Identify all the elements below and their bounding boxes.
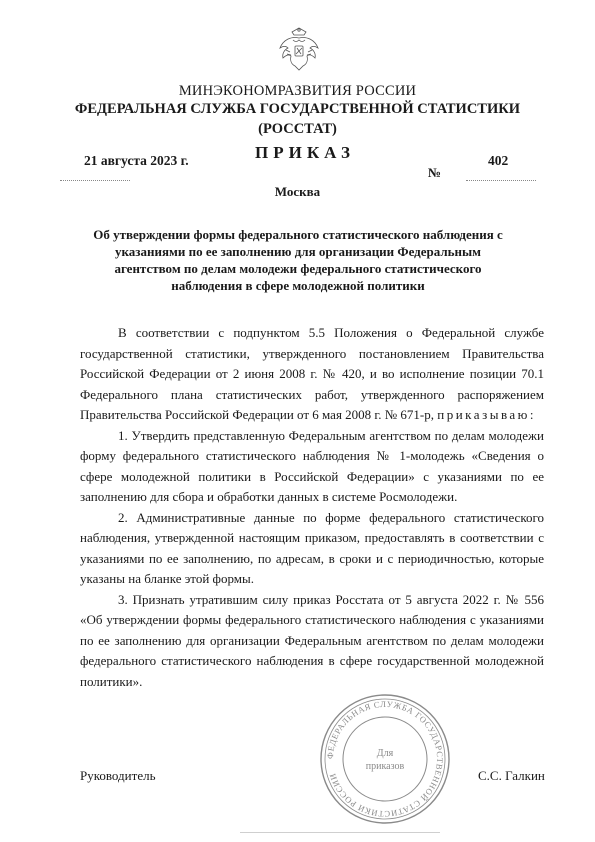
signature-label: Руководитель xyxy=(80,768,156,783)
stamp-center-line1: Для xyxy=(376,748,394,759)
order-verb: приказываю: xyxy=(437,407,536,422)
preamble-paragraph xyxy=(80,323,544,426)
agency-name: ФЕДЕРАЛЬНАЯ СЛУЖБА ГОСУДАРСТВЕННОЙ СТАТИСТИКИ xyxy=(74,101,521,117)
order-title: ПРИКАЗ xyxy=(255,143,355,162)
number-underline xyxy=(466,180,536,181)
agency-short-name: (РОССТАТ) xyxy=(258,121,337,137)
paragraph-3: 3. Признать утратившим силу приказ Росстата от 5 августа 2022 г. № 556 «Об утверждении формы федерального статистического наблюдения с указаниями по ее заполнению для организации Федеральным агентством по делам молодежи федерального статистического наблюдения в сфере государственной молодежной политики». xyxy=(80,591,544,689)
order-number: 402 xyxy=(488,153,509,168)
order-subject: Об утверждении формы федерального статистического наблюдения с указаниями по ее заполнению для организации Федеральным агентством по делам молодежи федерального статистического наблюдения в сфере молодежной политики xyxy=(93,227,503,293)
footer-line xyxy=(240,832,440,833)
coat-of-arms-icon xyxy=(277,26,321,74)
ministry-name: МИНЭКОНОМРАЗВИТИЯ РОССИИ xyxy=(178,83,417,99)
paragraph-1: 1. Утвердить представленную Федеральным агентством по делам молодежи форму федерального статистического наблюдения № 1-молодежь «Сведения о сфере молодежной политики в Российской Федерации» с указаниями по ее заполнению для сбора и обработки данных в системе Росмолодежи. xyxy=(80,427,544,504)
city: Москва xyxy=(274,184,321,199)
number-sign: № xyxy=(428,165,442,180)
order-body xyxy=(80,323,544,692)
signatory-name: С.С. Галкин xyxy=(478,768,545,783)
preamble-text: В соответствии с подпунктом 5.5 Положения о Федеральной службе государственной статистики, утвержденного постановлением Правительства Российской Федерации от 2 июня 2008 г. № 420, и во исполнение позиции 70.1 Федерального плана статистических работ, утвержденного распоряжением Правительства Российской Федерации от 6 мая 2008 г. № 671-р, xyxy=(80,325,544,422)
stamp-ring-text: ФЕДЕРАЛЬНАЯ СЛУЖБА ГОСУДАРСТВЕННОЙ СТАТИСТИКИ РОССИИ xyxy=(324,698,446,820)
date-underline xyxy=(60,180,130,181)
paragraph-2: 2. Административные данные по форме федерального статистического наблюдения, утвержденной настоящим приказом, предоставлять в соответствии с указаниями по ее заполнению, по адресам, в сроки и с периодичностью, которые указаны на бланке этой формы. xyxy=(80,509,544,586)
office-stamp xyxy=(318,692,452,826)
stamp-center-line2: приказов xyxy=(365,761,405,772)
order-date: 21 августа 2023 г. xyxy=(84,153,189,168)
